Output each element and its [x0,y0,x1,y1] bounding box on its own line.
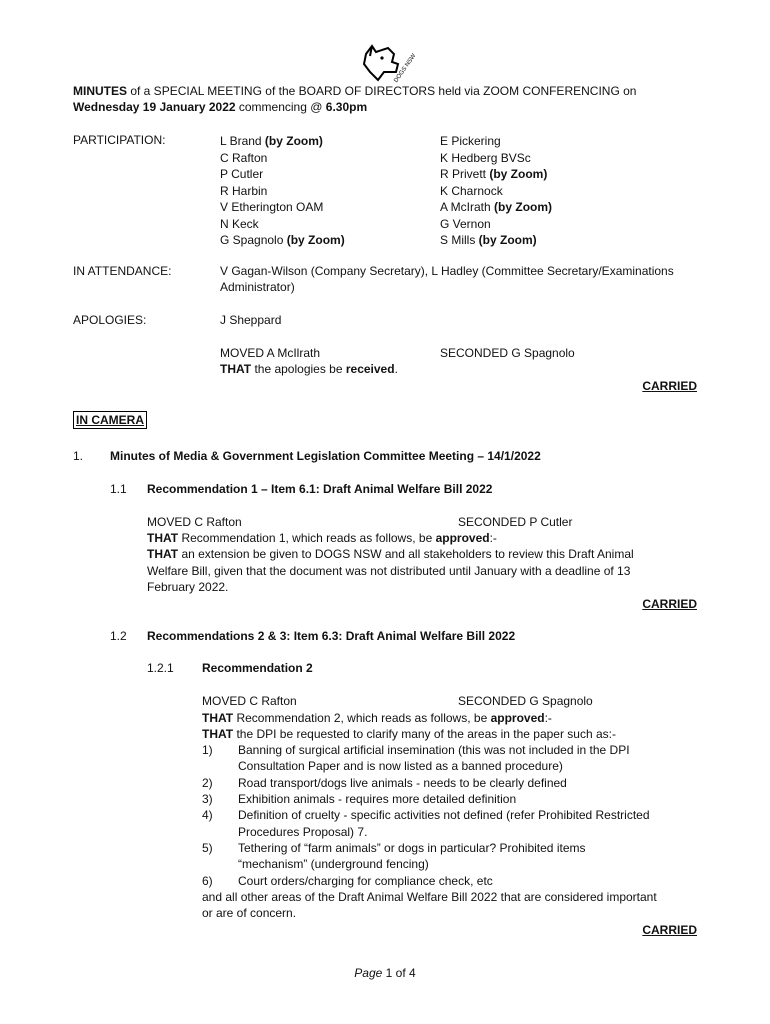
participant: P Cutler [220,167,264,181]
list-item-text: Road transport/dogs live animals - needs to be clearly defined [238,776,567,790]
participant: K Hedberg BVSc [440,150,531,165]
section-1-1-title: Recommendation 1 – Item 6.1: Draft Animal Welfare Bill 2022 [147,482,493,496]
commencing-text: commencing @ [235,100,326,114]
section-1-number: 1. [73,449,84,463]
apologies-seconded: SECONDED G Spagnolo [440,346,575,360]
list-item-text: Banning of surgical artificial insemination (this was not included in the DPI [238,743,630,757]
heading-text: of a SPECIAL MEETING of the BOARD OF DIRECTORS held via ZOOM CONFERENCING on [127,84,637,98]
section-1-1-motion-line1: THAT Recommendation 1, which reads as follows, be approved:- [147,531,497,545]
participant: R Privett (by Zoom) [440,167,548,181]
list-item-number: 5) [202,841,213,855]
minutes-word: MINUTES [73,84,127,98]
apologies-motion: THAT the apologies be received. [220,362,398,376]
list-item-number: 4) [202,808,213,822]
apologies-name: J Sheppard [220,313,282,327]
section-1-2-1-tail-line1: and all other areas of the Draft Animal Welfare Bill 2022 that are considered important [202,890,657,904]
section-1-2-1-moved: MOVED C Rafton [202,694,297,708]
participation-col2 [440,133,552,249]
dogs-nsw-logo [358,42,418,84]
section-1-1-moved: MOVED C Rafton [147,515,242,529]
participation-label: PARTICIPATION: [73,133,166,147]
list-item-number: 3) [202,792,213,806]
section-1-2-number: 1.2 [110,629,127,643]
attendance-line1: V Gagan-Wilson (Company Secretary), L Hadley (Committee Secretary/Examinations [220,264,674,278]
meeting-time: 6.30pm [325,100,368,114]
participant: E Pickering [440,134,501,148]
minutes-heading-line2 [73,100,367,114]
in-camera-box: IN CAMERA [73,411,147,429]
attendance-label: IN ATTENDANCE: [73,264,172,278]
attendance-line2: Administrator) [220,280,295,294]
section-1-2-1-title: Recommendation 2 [202,661,313,675]
participant: G Vernon [440,216,491,231]
list-item-text: Definition of cruelty - specific activities not defined (refer Prohibited Restricted [238,808,650,822]
section-1-1-motion-line4: February 2022. [147,580,229,594]
carried-label: CARRIED [642,597,697,611]
section-1-2-1-tail-line2: or are of concern. [202,906,297,920]
minutes-heading-line1 [73,84,636,98]
participant: A McIrath (by Zoom) [440,200,553,214]
section-1-title: Minutes of Media & Government Legislation Committee Meeting – 14/1/2022 [110,449,541,463]
list-item-number: 2) [202,776,213,790]
participant: L Brand (by Zoom) [220,134,323,148]
section-1-1-motion-line2: THAT an extension be given to DOGS NSW and all stakeholders to review this Draft Animal [147,547,634,561]
carried-label: CARRIED [642,379,697,393]
participation-col1 [220,133,345,249]
logo-text: DOGS NSW [393,53,418,84]
list-item-text-cont: “mechanism” (underground fencing) [238,857,429,871]
list-item-number: 1) [202,743,213,757]
apologies-label: APOLOGIES: [73,313,147,327]
meeting-date: Wednesday 19 January 2022 [73,100,236,114]
participant: G Spagnolo (by Zoom) [220,233,345,247]
participant: V Etherington OAM [220,200,324,214]
participant: R Harbin [220,183,268,198]
list-item-number: 6) [202,874,213,888]
section-1-1-seconded: SECONDED P Cutler [458,515,573,529]
page-word: Page [354,966,383,980]
page-footer [0,966,770,980]
section-1-2-title: Recommendations 2 & 3: Item 6.3: Draft Animal Welfare Bill 2022 [147,629,516,643]
carried-label: CARRIED [642,923,697,937]
section-1-1-motion-line3: Welfare Bill, given that the document was not distributed until January with a deadline of 13 [147,564,631,578]
participant: K Charnock [440,183,503,198]
page-total: of 4 [392,966,416,980]
apologies-moved: MOVED A McIlrath [220,346,321,360]
page-number: 1 [385,966,393,980]
list-item-text-cont: Consultation Paper and is now listed as a banned procedure) [238,759,563,773]
participant: C Rafton [220,150,268,165]
list-item-text: Tethering of “farm animals” or dogs in particular? Prohibited items [238,841,586,855]
participant: S Mills (by Zoom) [440,233,537,247]
list-item-text: Court orders/charging for compliance check, etc [238,874,493,888]
section-1-1-number: 1.1 [110,482,127,496]
section-1-2-1-motion-line1: THAT Recommendation 2, which reads as follows, be approved:- [202,711,552,725]
section-1-2-1-motion-line2: THAT the DPI be requested to clarify many of the areas in the paper such as:- [202,727,616,741]
section-1-2-1-number: 1.2.1 [147,661,174,675]
list-item-text-cont: Procedures Proposal) 7. [238,825,368,839]
participant: N Keck [220,216,259,231]
list-item-text: Exhibition animals - requires more detailed definition [238,792,517,806]
section-1-2-1-seconded: SECONDED G Spagnolo [458,694,593,708]
